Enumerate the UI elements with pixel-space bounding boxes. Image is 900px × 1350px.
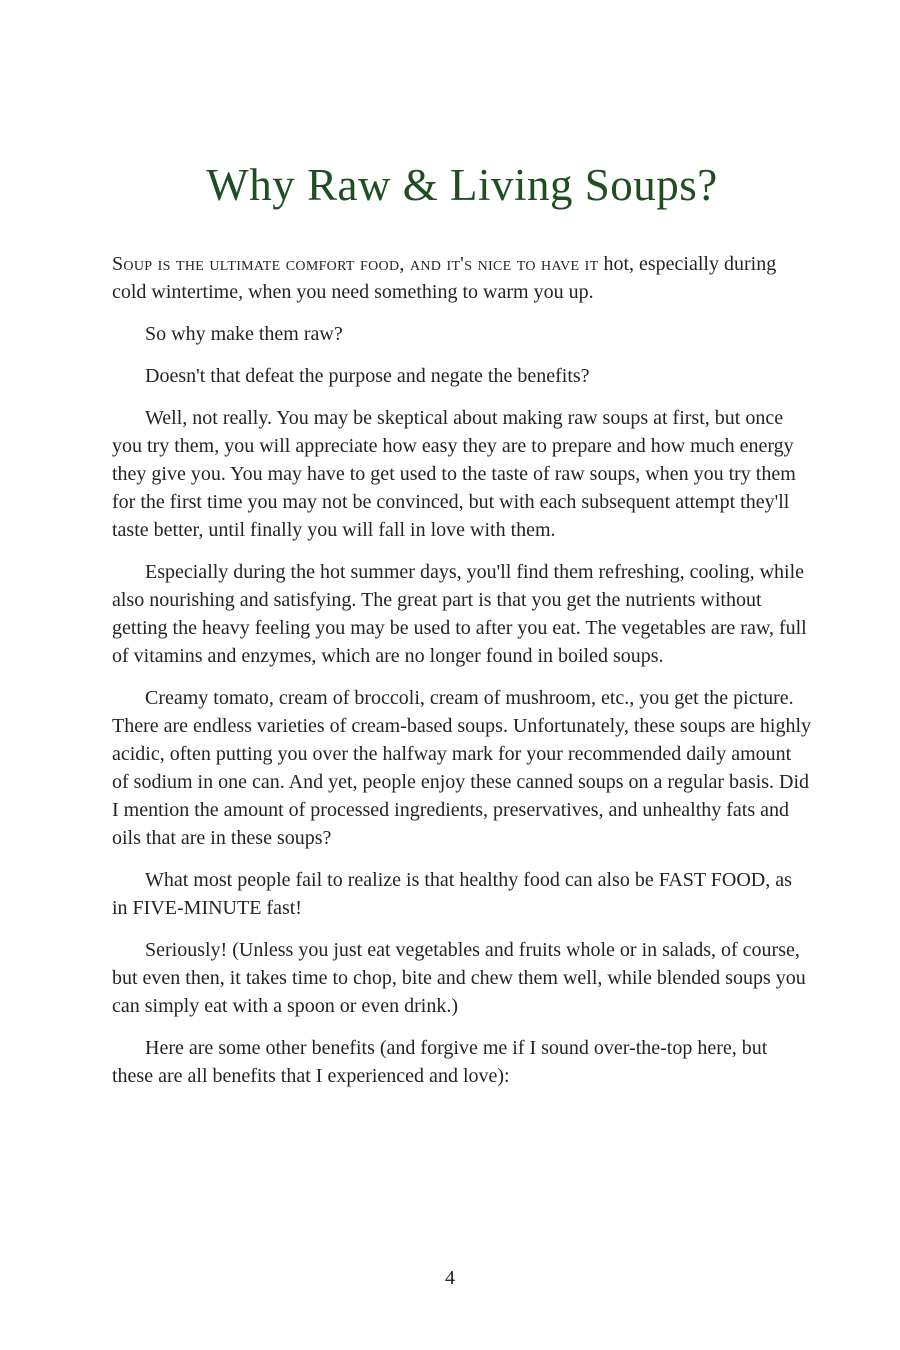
paragraph: Seriously! (Unless you just eat vegetables and fruits whole or in salads, of course, but even then, it takes time to chop, bite and chew them well, while blended soups you can simply eat with a spoon or even drink.)	[112, 939, 806, 1017]
page-number-label: 4	[445, 1267, 455, 1289]
paragraph-intro	[112, 250, 812, 306]
page-content	[112, 0, 812, 1104]
lead-in-rest: hot, especially during cold wintertime, when you need something to warm you up.	[112, 253, 777, 303]
chapter-title: Why Raw & Living Soups?	[206, 160, 718, 210]
paragraph: Here are some other benefits (and forgive me if I sound over-the-top here, but these are all benefits that I experienced and love):	[112, 1037, 768, 1087]
paragraph: Well, not really. You may be skeptical about making raw soups at first, but once you try them, you will appreciate how easy they are to prepare and how much energy they give you. You may have to get used to the taste of raw soups, when you try them for the first time you may not be convinced, but with each subsequent attempt they'll taste better, until finally you will fall in love with them.	[112, 407, 796, 541]
paragraph: Creamy tomato, cream of broccoli, cream of mushroom, etc., you get the picture. There are endless varieties of cream-based soups. Unfortunately, these soups are highly acidic, often putting you over the halfway mark for your recommended daily amount of sodium in one can. And yet, people enjoy these canned soups on a regular basis. Did I mention the amount of processed ingredients, preservatives, and unhealthy fats and oils that are in these soups?	[112, 687, 812, 849]
paragraph: Especially during the hot summer days, you'll find them refreshing, cooling, while also nourishing and satisfying. The great part is that you get the nutrients without getting the heavy feeling you may be used to after you eat. The vegetables are raw, full of vitamins and enzymes, which are no longer found in boiled soups.	[112, 561, 807, 667]
lead-in-smallcaps: Soup is the ultimate comfort food, and it's nice to have it	[112, 253, 599, 275]
paragraph: What most people fail to realize is that healthy food can also be FAST FOOD, as in FIVE-MINUTE fast!	[112, 869, 792, 919]
paragraph: Doesn't that defeat the purpose and negate the benefits?	[145, 365, 590, 387]
paragraph: So why make them raw?	[145, 323, 343, 345]
